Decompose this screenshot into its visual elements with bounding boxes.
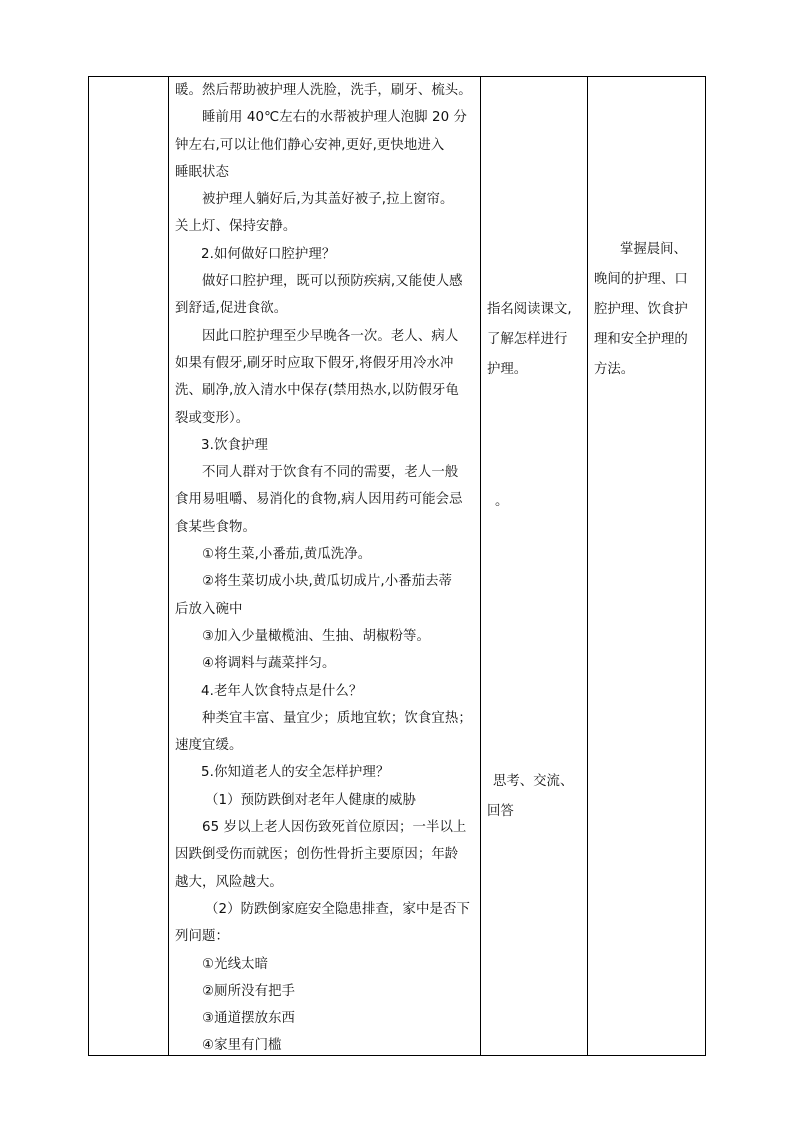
- content-line: 洗、刷净,放入清水中保存(禁用热水,以防假牙龟: [175, 383, 459, 399]
- content-line: ②厕所没有把手: [202, 983, 296, 999]
- content-line: ①光线太暗: [202, 956, 269, 972]
- content-line: 裂或变形）。: [175, 410, 250, 426]
- method-line: 回答: [487, 804, 514, 819]
- content-line: 列问题：: [175, 929, 229, 945]
- content-line: （1）预防跌倒对老年人健康的威胁: [205, 792, 416, 808]
- content-line: 65 岁以上老人因伤致死首位原因；一半以上: [202, 820, 467, 836]
- method-block-discuss: [487, 767, 573, 827]
- content-line: 睡眠状态: [175, 164, 229, 180]
- content-line: 因跌倒受伤而就医；创伤性骨折主要原因；年龄: [175, 847, 459, 863]
- content-line: 关上灯、保持安静。: [175, 219, 297, 235]
- method-line: 指名阅读课文,: [487, 302, 572, 317]
- content-line: 3.饮食护理: [201, 437, 268, 453]
- goal-line: 腔护理、饮食护: [594, 302, 688, 317]
- content-line: ①将生菜,小番茄,黄瓜洗净。: [202, 547, 372, 563]
- content-lines: [175, 77, 477, 1060]
- content-line: ③加入少量橄榄油、生抽、胡椒粉等。: [202, 628, 430, 644]
- content-line: 不同人群对于饮食有不同的需要，老人一般: [202, 465, 459, 481]
- content-line: 后放入碗中: [175, 601, 243, 617]
- content-line: 4.老年人饮食特点是什么？: [201, 683, 363, 699]
- content-line: 睡前用 40℃左右的水帮被护理人泡脚 20 分: [202, 110, 468, 126]
- content-line: 越大，风险越大。: [175, 874, 283, 890]
- content-line: 暖。然后帮助被护理人洗脸，洗手，刷牙、梳头。: [175, 83, 472, 98]
- goal-line: 晚间的护理、口: [594, 272, 688, 287]
- method-line: 思考、交流、: [493, 774, 574, 789]
- content-line: 食用易咀嚼、易消化的食物,病人因用药可能会忌: [175, 492, 463, 508]
- lesson-table: [88, 76, 706, 1056]
- content-line: 到舒适,促进食欲。: [175, 301, 288, 317]
- content-column: [169, 77, 481, 1055]
- goal-line: 理和安全护理的: [594, 332, 688, 347]
- content-line: 种类宜丰富、量宜少；质地宜软；饮食宜热；: [202, 710, 472, 726]
- content-line: 如果有假牙,刷牙时应取下假牙,将假牙用冷水冲: [175, 355, 454, 371]
- goal-column: [588, 77, 706, 1055]
- method-line: 护理。: [487, 362, 528, 377]
- content-line: 钟左右,可以让他们静心安神,更好,更快地进入: [175, 137, 445, 153]
- method-line: 了解怎样进行: [487, 332, 568, 347]
- content-line: ④家里有门槛: [202, 1038, 282, 1054]
- content-line: 5.你知道老人的安全怎样护理？: [201, 765, 390, 781]
- method-dot: 。: [495, 494, 509, 509]
- goal-line: 方法。: [594, 362, 635, 377]
- content-line: 速度宜缓。: [175, 738, 243, 754]
- content-line: 2.如何做好口腔护理？: [201, 246, 336, 262]
- content-line: ③通道摆放东西: [202, 1011, 296, 1027]
- goal-line: 掌握晨间、: [620, 242, 687, 257]
- content-line: 被护理人躺好后,为其盖好被子,拉上窗帘。: [202, 192, 454, 208]
- content-line: （2）防跌倒家庭安全隐患排查，家中是否下: [205, 901, 470, 917]
- content-line: 食某些食物。: [175, 519, 256, 535]
- content-line: 因此口腔护理至少早晚各一次。老人、病人: [202, 328, 459, 344]
- content-line: ④将调料与蔬菜拌匀。: [202, 656, 336, 672]
- content-line: ②将生菜切成小块,黄瓜切成片,小番茄去蒂: [202, 574, 453, 590]
- goal-block: [594, 235, 688, 385]
- content-line: 做好口腔护理，既可以预防疾病,又能使人感: [202, 274, 463, 290]
- method-block-reading: [487, 295, 572, 385]
- method-column: [481, 77, 588, 1055]
